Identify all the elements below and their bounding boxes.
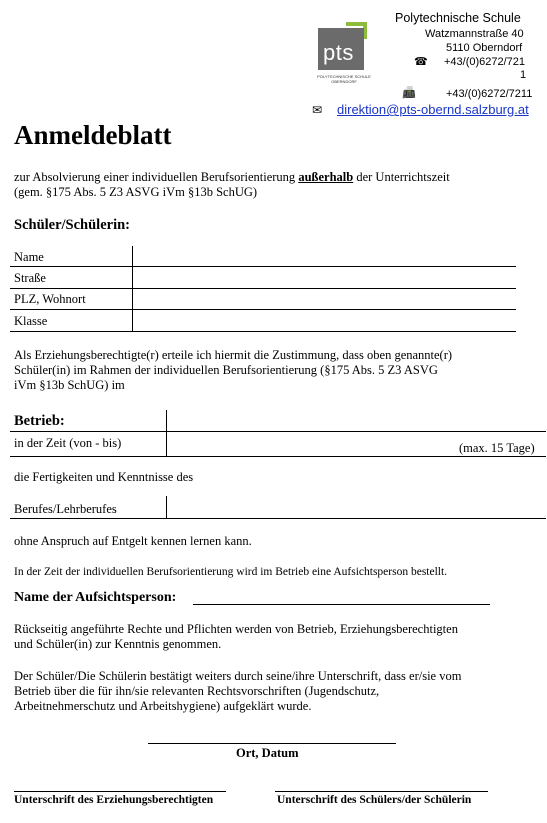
field-label-class: Klasse: [14, 314, 48, 328]
intro-emphasis: außerhalb: [298, 170, 354, 184]
skills-line: die Fertigkeiten und Kenntnisse des: [14, 470, 194, 484]
email-link[interactable]: direktion@pts-obernd.salzburg.at: [337, 102, 529, 117]
period-note: (max. 15 Tage): [459, 441, 535, 455]
school-phone: +43/(0)6272/721: [444, 56, 526, 68]
guardian-signature-label: Unterschrift des Erziehungsberechtigten: [14, 794, 214, 806]
no-pay-text: ohne Anspruch auf Entgelt kennen lernen kann.: [14, 534, 252, 548]
profession-label: Berufes/Lehrberufes: [14, 502, 117, 516]
profession-line[interactable]: [10, 518, 546, 519]
period-label: in der Zeit (von - bis): [14, 436, 122, 450]
row-line-street[interactable]: [10, 288, 516, 289]
company-heading: Betrieb:: [14, 413, 65, 429]
row-line-zip[interactable]: [10, 309, 516, 310]
consent-line-3: iVm §13b SchUG) im: [14, 378, 125, 392]
supervisor-label: Name der Aufsichtsperson:: [14, 590, 177, 605]
fax-icon: 📠: [402, 87, 416, 99]
place-date-label: Ort, Datum: [236, 746, 299, 760]
consent-line-2: Schüler(in) im Rahmen der individuellen Berufsorientierung (§175 Abs. 5 Z3 ASVG: [14, 363, 438, 377]
logo-subtitle: POLYTECHNISCHE SCHULE OBERNDORF: [317, 74, 371, 84]
student-heading: Schüler/Schülerin:: [14, 217, 131, 233]
field-label-name: Name: [14, 250, 44, 264]
row-line-name[interactable]: [10, 266, 516, 267]
guardian-signature-line[interactable]: [14, 791, 226, 792]
profession-divider: [166, 496, 167, 518]
period-line[interactable]: [10, 456, 546, 457]
school-name: Polytechnische Schule: [395, 11, 521, 25]
school-fax: +43/(0)6272/7211: [446, 88, 533, 100]
school-city: 5110 Oberndorf: [446, 42, 523, 54]
confirm-line-2: Betrieb über die für ihn/sie relevanten Rechtsvorschriften (Jugendschutz,: [14, 684, 380, 698]
school-street: Watzmannstraße 40: [425, 28, 524, 40]
mail-icon: ✉: [312, 103, 323, 117]
student-signature-line[interactable]: [275, 791, 488, 792]
place-date-line[interactable]: [148, 743, 396, 744]
rights-line-2: und Schüler(in) zur Kenntnis genommen.: [14, 637, 222, 651]
page-title: Anmeldeblatt: [14, 120, 172, 150]
school-phone-cont: 1: [520, 69, 527, 81]
supervisor-line[interactable]: [193, 604, 490, 605]
logo-text: pts: [323, 40, 354, 65]
company-table-divider: [166, 410, 167, 456]
student-signature-label: Unterschrift des Schülers/der Schülerin: [277, 794, 472, 806]
student-table-divider: [132, 246, 133, 332]
company-name-line[interactable]: [10, 431, 546, 432]
intro-line-2: (gem. §175 Abs. 5 Z3 ASVG iVm §13b SchUG): [14, 185, 258, 199]
supervisor-note: In der Zeit der individuellen Berufsorientierung wird im Betrieb eine Aufsichtsperson bestellt.: [14, 566, 448, 578]
school-logo: [318, 22, 370, 84]
intro-line-1: zur Absolvierung einer individuellen Berufsorientierung außerhalb der Unterrichtszeit: [14, 170, 450, 184]
confirm-line-1: Der Schüler/Die Schülerin bestätigt weiters durch seine/ihre Unterschrift, dass er/sie vom: [14, 669, 462, 683]
confirm-line-3: Arbeitnehmerschutz und Arbeitshygiene) aufgeklärt wurde.: [14, 699, 312, 713]
row-line-class[interactable]: [10, 331, 516, 332]
field-label-street: Straße: [14, 271, 46, 285]
consent-line-1: Als Erziehungsberechtigte(r) erteile ich hiermit die Zustimmung, dass oben genannte(r): [14, 348, 453, 362]
rights-line-1: Rückseitig angeführte Rechte und Pflichten werden von Betrieb, Erziehungsberechtigten: [14, 622, 458, 636]
phone-icon: ☎: [414, 56, 428, 68]
field-label-zip: PLZ, Wohnort: [14, 292, 86, 306]
